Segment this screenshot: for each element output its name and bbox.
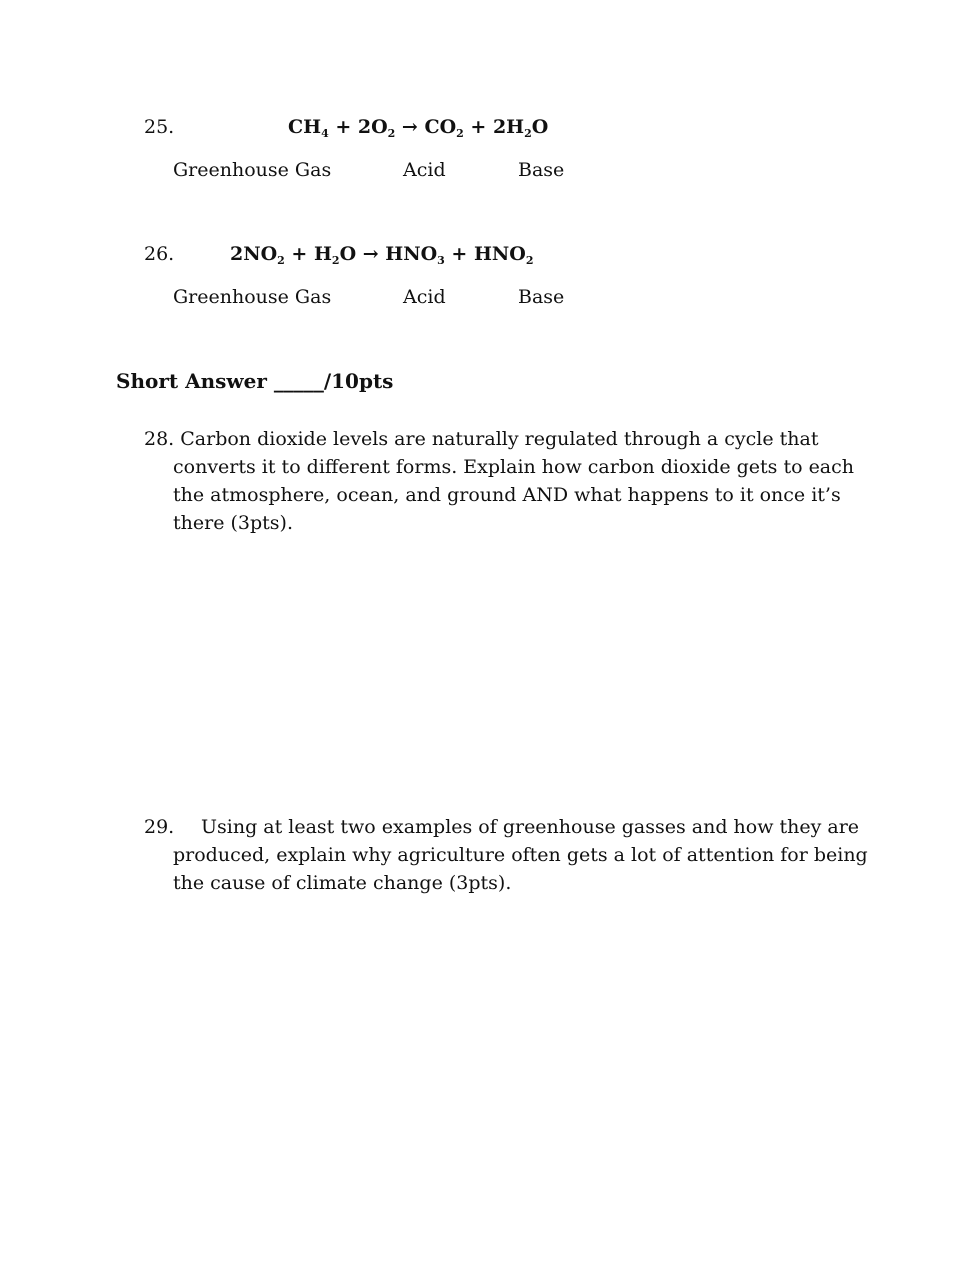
q25-equation: $CH_4 + 2O_2 \to CO_2 + 2H_2O$ [288, 116, 549, 140]
q25-choice-acid: Acid [403, 159, 446, 181]
q26-equation: $2NO_2 + H_2O \to HNO_3 + HNO_2$ [230, 243, 534, 267]
q25-number: 25. [144, 116, 175, 138]
q25-choice-greenhouse-gas: Greenhouse Gas [173, 159, 332, 181]
q26-choice-greenhouse-gas: Greenhouse Gas [173, 286, 332, 308]
q28-text: 28. Carbon dioxide levels are naturally regulated through a cycle that converts it to different forms. Explain how carbon dioxide gets to each the atmosphere, ocean, and ground AND what happens to it once it’s there (3pts). [144, 428, 855, 534]
q26-number: 26. [144, 243, 175, 265]
q29-number: 29. [144, 816, 175, 838]
q29-text: Using at least two examples of greenhouse gasses and how they are produced, explain why agriculture often gets a lot of attention for being the cause of climate change (3pts). [173, 816, 868, 894]
short-answer-heading: Short Answer _____/10pts [116, 369, 394, 393]
q29-block [144, 813, 883, 897]
q25-choice-base: Base [518, 159, 565, 181]
q26-choice-acid: Acid [403, 286, 446, 308]
q26-choice-base: Base [518, 286, 565, 308]
